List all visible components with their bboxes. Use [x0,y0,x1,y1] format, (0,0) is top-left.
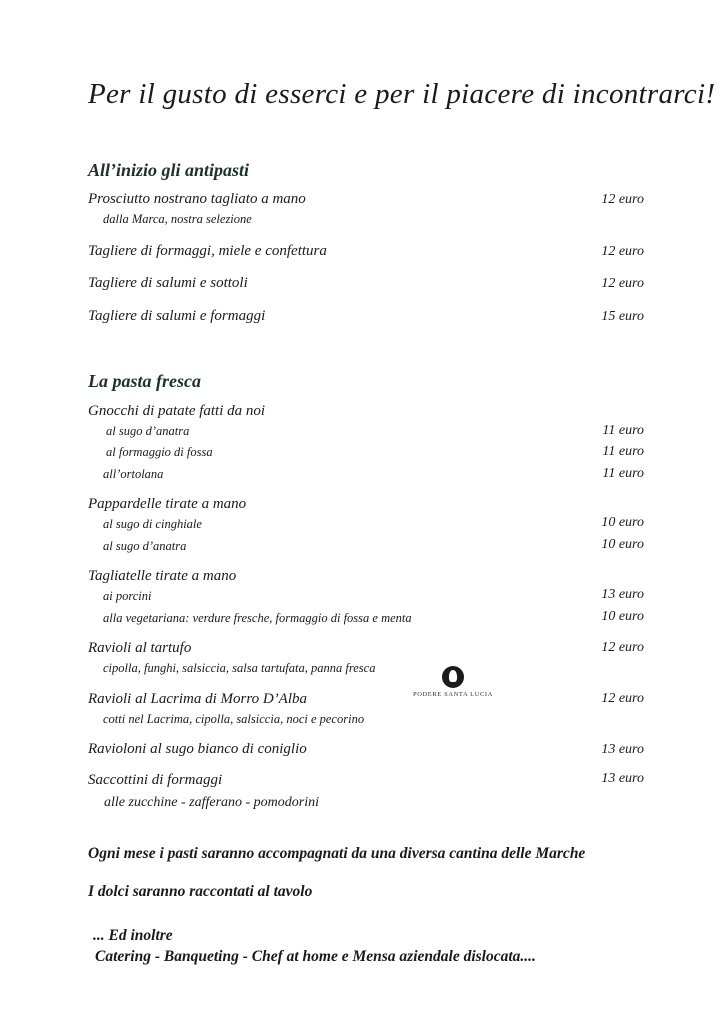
menu-item-price: 12 euro [601,640,644,655]
section-title-pasta: La pasta fresca [88,371,201,391]
menu-item-price: 12 euro [601,244,644,259]
extra-services: Catering - Banqueting - Chef at home e Mensa aziendale dislocata.... [95,948,536,965]
menu-item-price: 12 euro [601,276,644,291]
menu-item-variant: all’ortolana [103,467,164,481]
menu-item-variant: al sugo di cinghiale [103,517,202,531]
menu-item-name: Saccottini di formaggi [88,772,223,788]
menu-item-price: 13 euro [601,587,644,602]
menu-item-description: alle zucchine - zafferano - pomodorini [104,795,320,810]
menu-item-price: 11 euro [602,444,644,459]
menu-item-variant: al sugo d’anatra [106,424,190,438]
menu-item-description: dalla Marca, nostra selezione [103,212,252,226]
menu-item-name: Tagliatelle tirate a mano [88,568,237,584]
menu-item-name: Ravioloni al sugo bianco di coniglio [88,741,307,757]
menu-item-name: Pappardelle tirate a mano [88,496,247,512]
menu-item-description: cipolla, funghi, salsiccia, salsa tartufata, panna fresca [103,661,376,675]
section-title-antipasti: All’inizio gli antipasti [88,160,250,180]
menu-item-description: cotti nel Lacrima, cipolla, salsiccia, noci e pecorino [103,712,365,726]
menu-item-variant: al sugo d’anatra [103,539,187,553]
menu-item-price: 12 euro [601,192,644,207]
menu-item-price: 13 euro [601,742,644,757]
menu-item-variant: alla vegetariana: verdure fresche, formaggio di fossa e menta [103,611,412,625]
dessert-note: I dolci saranno raccontati al tavolo [88,883,313,900]
logo-emblem-icon [442,666,464,688]
menu-item-price: 10 euro [601,515,644,530]
menu-item-price: 13 euro [601,771,644,786]
menu-item-name: Ravioli al Lacrima di Morro D’Alba [88,691,308,707]
menu-item-price: 10 euro [601,537,644,552]
menu-item-name: Tagliere di salumi e sottoli [88,275,248,291]
menu-item-variant: al formaggio di fossa [106,445,213,459]
menu-item-name: Prosciutto nostrano tagliato a mano [88,191,306,207]
menu-item-price: 11 euro [602,423,644,438]
logo-text: PODERE SANTA LUCIA [413,691,493,698]
wine-note: Ogni mese i pasti saranno accompagnati da una diversa cantina delle Marche [88,845,586,862]
page-tagline: Per il gusto di esserci e per il piacere di incontrarci! [88,78,716,110]
menu-item-price: 10 euro [601,609,644,624]
menu-item-name: Gnocchi di patate fatti da noi [88,403,266,419]
menu-item-variant: ai porcini [103,589,152,603]
menu-item-name: Ravioli al tartufo [88,640,192,656]
extra-intro: ... Ed inoltre [93,927,173,944]
menu-item-price: 12 euro [601,691,644,706]
menu-item-name: Tagliere di formaggi, miele e confettura [88,243,327,259]
menu-item-price: 15 euro [601,309,644,324]
restaurant-logo [410,666,496,698]
menu-item-price: 11 euro [602,466,644,481]
menu-item-name: Tagliere di salumi e formaggi [88,308,266,324]
